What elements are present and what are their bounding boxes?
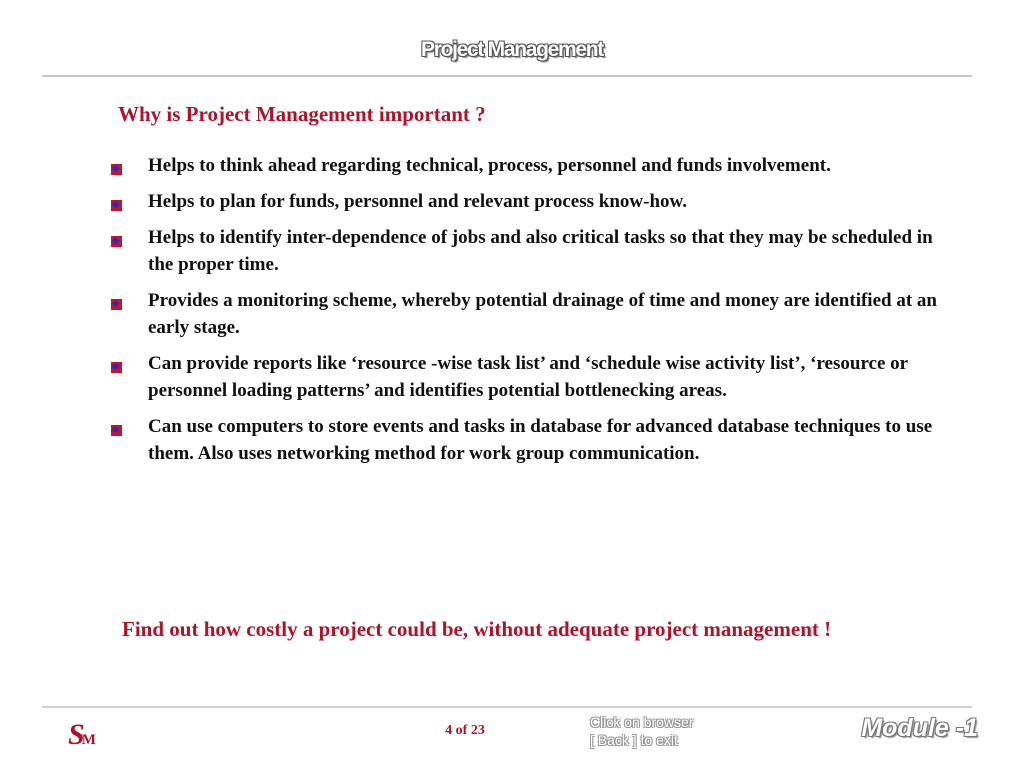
bullet-item	[110, 350, 950, 404]
bullet-text: Helps to think ahead regarding technical, process, personnel and funds involvement.	[148, 155, 831, 176]
bullet-item	[110, 287, 950, 341]
bullet-marker-icon	[111, 362, 122, 373]
logo	[68, 718, 96, 752]
bullet-item	[110, 152, 950, 179]
module-label: Module -1	[861, 714, 978, 742]
back-instruction-line: [ Back ] to exit	[590, 732, 678, 748]
bullet-text: Can provide reports like ‘resource -wise task list’ and ‘schedule wise activity list’, ‘resource or personnel loading patterns’ and identifies potential bottlenecking areas.	[148, 353, 908, 401]
header-divider	[42, 75, 972, 77]
bullet-text: Can use computers to store events and tasks in database for advanced database techniques to use them. Also uses networking method for work group communication.	[148, 416, 933, 464]
bullet-item	[110, 188, 950, 215]
bullet-marker-icon	[111, 425, 122, 436]
presentation-title: Project Management	[421, 38, 603, 61]
bullet-item	[110, 413, 950, 467]
page-number: 4 of 23	[445, 723, 485, 738]
bullet-marker-icon	[111, 236, 122, 247]
logo-subscript: M	[81, 732, 96, 748]
slide-heading: Why is Project Management important ?	[118, 102, 486, 126]
bullet-marker-icon	[111, 164, 122, 175]
bullet-list	[110, 152, 950, 476]
back-instruction-line: Click on browser	[590, 714, 694, 730]
bullet-marker-icon	[111, 299, 122, 310]
bullet-marker-icon	[111, 200, 122, 211]
bullet-text: Helps to plan for funds, personnel and relevant process know-how.	[148, 191, 687, 212]
bullet-item	[110, 224, 950, 278]
footer-divider	[42, 706, 972, 708]
callout-text: Find out how costly a project could be, without adequate project management !	[122, 617, 832, 641]
bullet-text: Helps to identify inter-dependence of jobs and also critical tasks so that they may be scheduled in the proper time.	[148, 227, 933, 275]
back-instruction	[590, 713, 693, 749]
bullet-text: Provides a monitoring scheme, whereby potential drainage of time and money are identified at an early stage.	[148, 290, 937, 338]
logo-letter: S	[68, 718, 85, 751]
